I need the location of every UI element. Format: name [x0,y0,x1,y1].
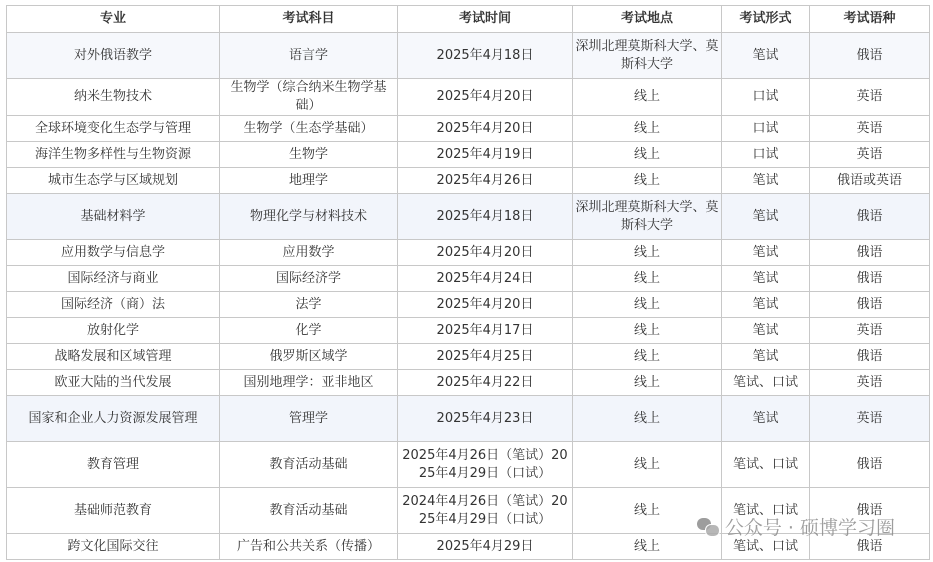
column-header: 考试地点 [573,6,722,33]
table-row [7,194,930,240]
exam-format-cell: 笔试 [722,292,810,318]
table-row [7,116,930,142]
watermark-text: 公众号 · 硕博学习圈 [724,517,895,539]
exam-date-cell: 2025年4月18日 [398,33,573,79]
exam-language-cell: 俄语 [810,292,930,318]
exam-location-cell: 线上 [573,168,722,194]
subject-cell: 生物学（综合纳米生物学基础） [220,79,398,116]
exam-format-cell: 口试 [722,116,810,142]
subject-cell: 教育活动基础 [220,442,398,488]
column-header: 考试时间 [398,6,573,33]
major-cell: 国际经济（商）法 [7,292,220,318]
major-cell: 基础材料学 [7,194,220,240]
subject-cell: 国际经济学 [220,266,398,292]
exam-date-cell: 2025年4月25日 [398,344,573,370]
exam-date-cell: 2025年4月20日 [398,79,573,116]
major-cell: 城市生态学与区域规划 [7,168,220,194]
table-row [7,292,930,318]
exam-location-cell: 线上 [573,344,722,370]
exam-format-cell: 笔试、口试 [722,442,810,488]
major-cell: 全球环境变化生态学与管理 [7,116,220,142]
exam-location-cell: 线上 [573,79,722,116]
column-header: 考试科目 [220,6,398,33]
subject-cell: 应用数学 [220,240,398,266]
subject-cell: 教育活动基础 [220,488,398,534]
major-cell: 跨文化国际交往 [7,534,220,560]
exam-date-cell: 2025年4月23日 [398,396,573,442]
column-header: 专业 [7,6,220,33]
exam-language-cell: 俄语 [810,194,930,240]
exam-format-cell: 笔试、口试 [722,370,810,396]
subject-cell: 生物学（生态学基础） [220,116,398,142]
exam-format-cell: 笔试 [722,194,810,240]
exam-format-cell: 笔试、口试 [722,534,810,560]
subject-cell: 地理学 [220,168,398,194]
exam-location-cell: 线上 [573,142,722,168]
header-row [7,6,930,33]
exam-language-cell: 英语 [810,318,930,344]
exam-language-cell: 英语 [810,142,930,168]
subject-cell: 生物学 [220,142,398,168]
exam-format-cell: 笔试 [722,266,810,292]
exam-schedule-table [6,5,930,560]
major-cell: 国家和企业人力资源发展管理 [7,396,220,442]
exam-date-cell: 2025年4月20日 [398,292,573,318]
major-cell: 基础师范教育 [7,488,220,534]
exam-date-cell: 2025年4月20日 [398,240,573,266]
exam-date-cell: 2025年4月24日 [398,266,573,292]
exam-date-cell: 2025年4月22日 [398,370,573,396]
subject-cell: 俄罗斯区域学 [220,344,398,370]
column-header: 考试语种 [810,6,930,33]
exam-language-cell: 俄语 [810,534,930,560]
major-cell: 对外俄语教学 [7,33,220,79]
exam-format-cell: 笔试 [722,240,810,266]
major-cell: 放射化学 [7,318,220,344]
exam-format-cell: 笔试 [722,168,810,194]
exam-format-cell: 笔试 [722,344,810,370]
subject-cell: 管理学 [220,396,398,442]
exam-language-cell: 俄语 [810,488,930,534]
exam-language-cell: 俄语 [810,240,930,266]
exam-location-cell: 线上 [573,116,722,142]
exam-language-cell: 英语 [810,396,930,442]
exam-language-cell: 英语 [810,79,930,116]
major-cell: 应用数学与信息学 [7,240,220,266]
table-row [7,33,930,79]
table-row [7,534,930,560]
table-body [7,33,930,560]
exam-date-cell: 2025年4月20日 [398,116,573,142]
major-cell: 纳米生物技术 [7,79,220,116]
table-header [7,6,930,33]
exam-location-cell: 线上 [573,396,722,442]
exam-schedule-container [6,5,930,560]
exam-language-cell: 俄语 [810,33,930,79]
exam-language-cell: 俄语或英语 [810,168,930,194]
exam-format-cell: 笔试 [722,33,810,79]
exam-location-cell: 深圳北理莫斯科大学、莫斯科大学 [573,194,722,240]
major-cell: 国际经济与商业 [7,266,220,292]
exam-date-cell: 2024年4月26日（笔试）2025年4月29日（口试） [398,488,573,534]
table-row [7,142,930,168]
subject-cell: 广告和公共关系（传播） [220,534,398,560]
table-row [7,344,930,370]
exam-location-cell: 深圳北理莫斯科大学、莫斯科大学 [573,33,722,79]
table-row [7,79,930,116]
exam-format-cell: 笔试 [722,396,810,442]
major-cell: 战略发展和区域管理 [7,344,220,370]
exam-format-cell: 笔试、口试 [722,488,810,534]
subject-cell: 化学 [220,318,398,344]
exam-date-cell: 2025年4月18日 [398,194,573,240]
table-row [7,266,930,292]
exam-location-cell: 线上 [573,488,722,534]
table-row [7,240,930,266]
exam-location-cell: 线上 [573,318,722,344]
exam-location-cell: 线上 [573,266,722,292]
exam-format-cell: 口试 [722,79,810,116]
exam-location-cell: 线上 [573,442,722,488]
exam-location-cell: 线上 [573,534,722,560]
exam-language-cell: 英语 [810,116,930,142]
exam-date-cell: 2025年4月26日（笔试）2025年4月29日（口试） [398,442,573,488]
table-row [7,396,930,442]
exam-date-cell: 2025年4月19日 [398,142,573,168]
table-row [7,168,930,194]
major-cell: 海洋生物多样性与生物资源 [7,142,220,168]
exam-date-cell: 2025年4月26日 [398,168,573,194]
exam-date-cell: 2025年4月29日 [398,534,573,560]
subject-cell: 法学 [220,292,398,318]
table-row [7,442,930,488]
exam-location-cell: 线上 [573,292,722,318]
exam-format-cell: 口试 [722,142,810,168]
table-row [7,488,930,534]
table-row [7,370,930,396]
exam-date-cell: 2025年4月17日 [398,318,573,344]
exam-language-cell: 俄语 [810,442,930,488]
table-row [7,318,930,344]
subject-cell: 国别地理学：亚非地区 [220,370,398,396]
subject-cell: 物理化学与材料技术 [220,194,398,240]
exam-language-cell: 俄语 [810,266,930,292]
major-cell: 欧亚大陆的当代发展 [7,370,220,396]
column-header: 考试形式 [722,6,810,33]
subject-cell: 语言学 [220,33,398,79]
exam-language-cell: 俄语 [810,344,930,370]
exam-format-cell: 笔试 [722,318,810,344]
exam-language-cell: 英语 [810,370,930,396]
exam-location-cell: 线上 [573,240,722,266]
major-cell: 教育管理 [7,442,220,488]
exam-location-cell: 线上 [573,370,722,396]
